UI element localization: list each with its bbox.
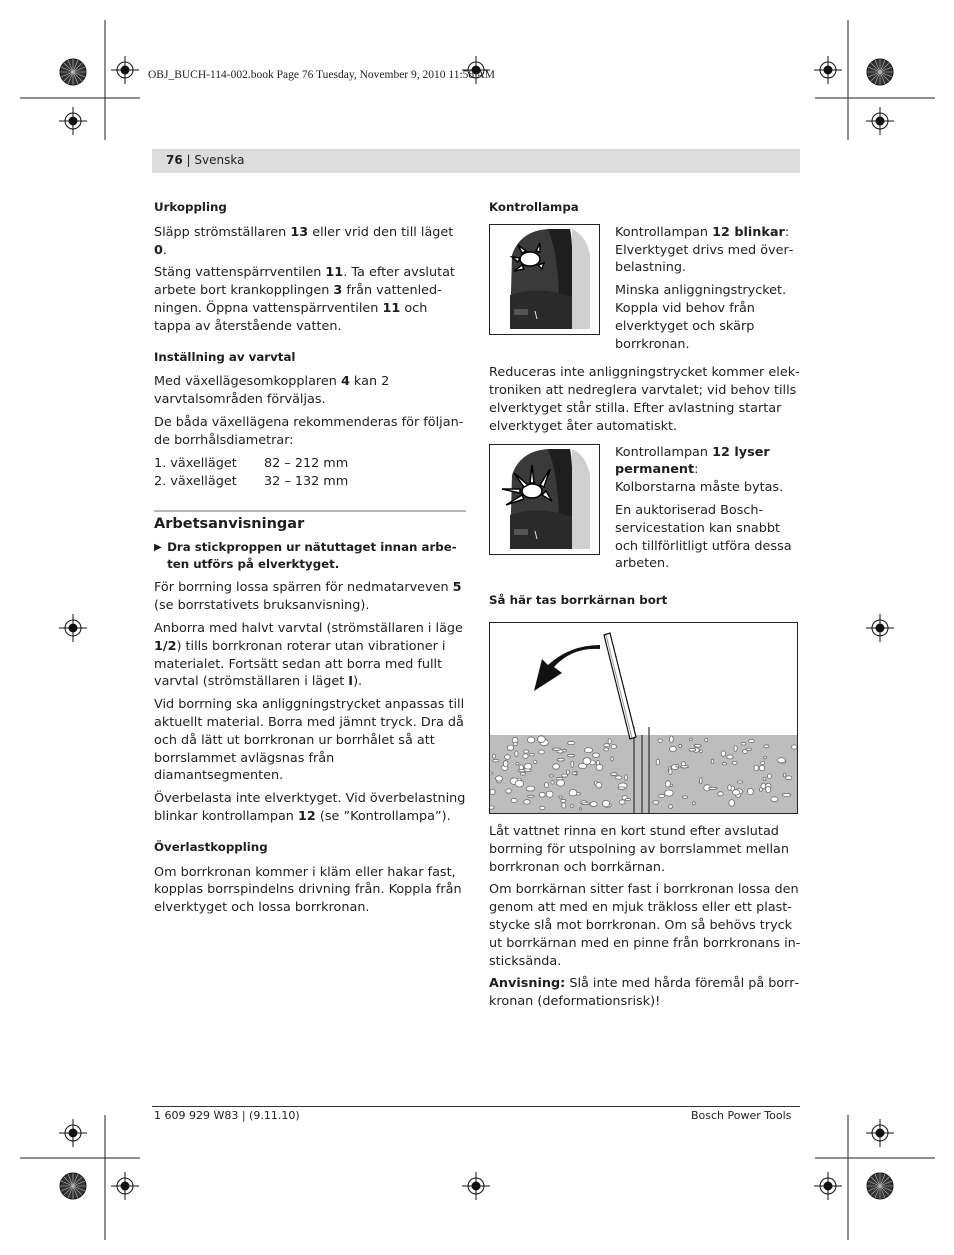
concrete-pebble <box>728 785 732 790</box>
concrete-pebble <box>583 758 591 765</box>
concrete-pebble <box>520 772 525 775</box>
concrete-pebble <box>524 750 529 753</box>
concrete-pebble <box>528 737 535 743</box>
concrete-pebble <box>556 777 562 780</box>
print-info-line: OBJ_BUCH-114-002.book Page 76 Tuesday, November 9, 2010 11:58 AM <box>148 69 495 81</box>
concrete-pebble <box>503 760 508 767</box>
concrete-pebble <box>763 777 766 780</box>
concrete-pebble <box>681 765 689 767</box>
concrete-pebble <box>549 775 553 777</box>
concrete-pebble <box>561 799 566 802</box>
figure-lamp-blinking <box>489 224 600 335</box>
concrete-pebble <box>679 744 682 747</box>
concrete-pebble <box>682 796 687 798</box>
footer-divider <box>152 1106 800 1107</box>
concrete-pebble <box>743 749 748 753</box>
concrete-pebble <box>557 758 564 761</box>
concrete-pebble <box>782 793 790 796</box>
concrete-pebble <box>568 754 575 757</box>
paragraph-varvtal-1: Med växellägesomkopplaren 4 kan 2 varvtalsområden förväljas. <box>154 374 390 408</box>
concrete-pebble <box>626 798 631 800</box>
concrete-pebble <box>761 761 765 764</box>
paragraph-urkoppling-1: Släpp strömställaren 13 eller vrid den till läget 0. <box>154 224 454 258</box>
concrete-pebble <box>572 772 577 775</box>
concrete-pebble <box>493 759 499 761</box>
concrete-pebble <box>604 748 609 751</box>
concrete-pebble <box>718 792 724 796</box>
paragraph-varvtal-2: De båda växellägena rekommenderas för följande borrhålsdiametrar: <box>154 414 464 448</box>
heading-kontrollampa: Kontrollampa <box>489 200 579 214</box>
table-row: 1. växelläget 82 – 212 mm <box>154 455 349 471</box>
note-label: Anvisning: <box>489 976 566 992</box>
concrete-pebble <box>659 794 665 797</box>
concrete-pebble <box>546 791 553 797</box>
concrete-pebble <box>694 744 701 747</box>
concrete-pebble <box>604 744 610 747</box>
concrete-pebble <box>611 745 616 749</box>
concrete-pebble <box>764 745 769 748</box>
heading-overlastkoppling: Överlastkoppling <box>154 839 268 854</box>
concrete-pebble <box>534 760 537 764</box>
concrete-pebble <box>552 748 561 750</box>
concrete-pebble <box>737 781 743 783</box>
concrete-pebble <box>785 776 792 780</box>
concrete-pebble <box>551 781 554 784</box>
concrete-pebble <box>792 745 797 749</box>
concrete-pebble <box>670 746 677 751</box>
concrete-pebble <box>766 786 771 792</box>
concrete-pebble <box>563 749 566 752</box>
figure-lamp-permanent <box>489 444 600 555</box>
footer-doc-number: 1 609 929 W83 | (9.11.10) <box>154 1109 300 1122</box>
concrete-pebble <box>571 804 573 808</box>
concrete-pebble <box>690 738 693 741</box>
concrete-pebble <box>579 808 581 810</box>
concrete-pebble <box>559 796 562 798</box>
gear-table <box>154 455 348 491</box>
concrete-pebble <box>581 803 589 805</box>
concrete-pebble <box>539 792 545 797</box>
concrete-pebble <box>545 782 549 788</box>
concrete-pebble <box>619 800 625 804</box>
concrete-pebble <box>615 776 622 779</box>
triangle-right-icon: ▶ <box>154 542 162 554</box>
concrete-pebble <box>526 786 535 791</box>
paragraph-perm-1: Kontrollampan 12 lyser permanent: Kolborstarna måste bytas. <box>615 444 784 496</box>
concrete-pebble <box>653 800 659 804</box>
lamp-blink-text <box>615 224 801 359</box>
concrete-pebble <box>490 772 493 774</box>
page-header <box>166 153 244 167</box>
bullet-safety: ▶ Dra stickproppen ur nätuttaget innan arbeten utförs på elverktyget. <box>154 540 457 572</box>
concrete-pebble <box>568 741 575 744</box>
concrete-pebble <box>537 736 545 743</box>
concrete-pebble <box>734 745 737 751</box>
concrete-pebble <box>496 776 503 781</box>
concrete-pebble <box>602 800 609 806</box>
heading-urkoppling: Urkoppling <box>154 200 227 214</box>
concrete-pebble <box>528 795 535 797</box>
paragraph-urkoppling-2: Stäng vattenspärrventilen 11. Ta efter avslutat arbete bort krankopplingen 3 från vattenledningen. Öppna vattenspärrventilen 11 och tappa av återstående vatten. <box>154 265 455 334</box>
paragraph-blink-2: Minska anliggningstrycket. Koppla vid behov från elverktyget och skärp borrkronan. <box>615 283 787 352</box>
concrete-pebble <box>540 806 545 809</box>
concrete-pebble <box>557 780 565 787</box>
concrete-pebble <box>625 775 628 781</box>
concrete-pebble <box>721 751 726 756</box>
concrete-pebble <box>562 803 566 808</box>
concrete-pebble <box>490 806 494 809</box>
concrete-pebble <box>515 780 524 787</box>
concrete-pebble <box>523 754 528 758</box>
concrete-pebble <box>771 797 778 802</box>
concrete-pebble <box>596 782 602 788</box>
concrete-pebble <box>505 755 511 760</box>
concrete-pebble <box>670 736 674 743</box>
paragraph-anvisning: Anvisning: Slå inte med hårda föremål på borrkronan (deformationsrisk)! <box>489 976 800 1010</box>
concrete-pebble <box>732 761 737 764</box>
right-column <box>489 199 801 1016</box>
concrete-pebble <box>777 758 785 763</box>
concrete-pebble <box>665 790 674 796</box>
concrete-pebble <box>700 750 703 753</box>
concrete-pebble <box>754 765 759 771</box>
concrete-pebble <box>761 783 766 789</box>
concrete-pebble <box>592 753 599 757</box>
concrete-pebble <box>711 759 714 763</box>
concrete-pebble <box>727 755 733 759</box>
concrete-pebble <box>722 762 726 765</box>
figure-core-removal <box>489 622 798 814</box>
paragraph-karna-1: Låt vattnet rinna en kort stund efter avslutad borrning för utspolning av borrslammet mellan borrkronan och borrkärnan. <box>489 823 790 875</box>
table-row: 2. växelläget 32 – 132 mm <box>154 473 349 489</box>
concrete-pebble <box>669 769 672 775</box>
concrete-pebble <box>524 800 531 804</box>
concrete-pebble <box>656 759 659 765</box>
concrete-pebble <box>700 778 703 784</box>
concrete-pebble <box>611 773 617 776</box>
paragraph-perm-2: En auktoriserad Bosch-servicestation kan snabbt och tillförlitligt utföra dessa arbeten. <box>615 502 792 572</box>
concrete-pebble <box>566 770 569 774</box>
concrete-pebble <box>514 742 518 745</box>
concrete-pebble <box>507 745 513 750</box>
concrete-pebble <box>747 788 753 794</box>
section-divider <box>154 510 466 512</box>
concrete-pebble <box>553 764 560 770</box>
lamp-perm-text <box>615 444 801 579</box>
concrete-pebble <box>708 787 717 789</box>
lamp-perm-row <box>489 444 801 579</box>
paragraph-arbets-3: Vid borrning ska anliggningstrycket anpassas till aktuellt material. Borra med jämnt tryck. Dra då och då lätt ut borrkronan ur borrhålet så att borrslammet avlägsnas från diamantsegmenten. <box>154 697 465 784</box>
concrete-pebble <box>529 753 534 755</box>
concrete-pebble <box>516 762 519 765</box>
concrete-pebble <box>689 748 696 751</box>
paragraph-arbets-2: Anborra med halvt varvtal (strömställaren i läge 1/2) tills borrkronan roterar utan vibrationer i materialet. Fortsätt sedan att borra med fullt varvtal (strömställaren i läget I). <box>154 620 463 690</box>
concrete-pebble <box>511 798 517 802</box>
concrete-pebble <box>692 802 695 805</box>
concrete-pebble <box>783 773 786 777</box>
concrete-pebble <box>515 751 518 756</box>
paragraph-reduceras: Reduceras inte anliggningstrycket kommer elektroniken att nedreglera varvtalet; vid behov tills elverktyget står stilla. Efter avlastning startar elverktyget åter automatiskt. <box>489 365 800 434</box>
concrete-pebble <box>493 754 496 758</box>
concrete-pebble <box>590 802 597 807</box>
concrete-pebble <box>665 781 670 787</box>
concrete-pebble <box>741 742 746 745</box>
page-header-bar <box>152 149 800 173</box>
concrete-pebble <box>669 805 673 809</box>
concrete-pebble <box>539 750 545 754</box>
heading-arbetsanvisningar: Arbetsanvisningar <box>154 515 305 532</box>
concrete-pebble <box>729 800 735 807</box>
paragraph-karna-2: Om borrkärnan sitter fast i borrkronan lossa den genom att med en mjuk träkloss eller ett plaststycke slå mot borrkronan. Om så behövs tryck ut borrkärnan med en pinne från borrkronans insticksända. <box>489 882 801 969</box>
concrete-pebble <box>705 738 708 742</box>
header-separator: | <box>182 153 195 167</box>
concrete-pebble <box>611 757 613 761</box>
concrete-pebble <box>596 764 603 770</box>
concrete-pebble <box>608 738 611 743</box>
concrete-pebble <box>506 789 511 794</box>
concrete-pebble <box>571 761 574 767</box>
paragraph-overlast-1: Om borrkronan kommer i kläm eller hakar fast, kopplas borrspindelns drivning från. Koppla från elverktyget och lossa borrkronan. <box>154 864 462 916</box>
concrete-pebble <box>562 774 568 777</box>
concrete-pebble <box>524 763 532 769</box>
concrete-pebble <box>748 739 754 742</box>
concrete-pebble <box>658 739 662 743</box>
concrete-pebble <box>759 765 765 770</box>
footer-brand: Bosch Power Tools <box>691 1109 792 1122</box>
concrete-pebble <box>618 787 625 789</box>
page-number: 76 <box>166 153 183 167</box>
concrete-pebble <box>764 756 767 759</box>
paragraph-arbets-1: För borrning lossa spärren för nedmatarveven 5 (se borrstativets bruksanvisning). <box>154 580 462 614</box>
left-column <box>154 199 466 922</box>
heading-varvtal: Inställning av varvtal <box>154 349 296 364</box>
paragraph-arbets-4: Överbelasta inte elverktyget. Vid överbelastning blinkar kontrollampan 12 (se ”Kontrollampa”). <box>154 791 466 824</box>
paragraph-blink-1: Kontrollampan 12 blinkar: Elverktyget drivs med överbelastning. <box>615 224 794 276</box>
concrete-pebble <box>490 789 495 795</box>
concrete-pebble <box>518 769 525 771</box>
concrete-pebble <box>569 789 577 796</box>
concrete-pebble <box>676 765 679 768</box>
header-language: Svenska <box>194 153 245 167</box>
concrete-pebble <box>584 748 592 753</box>
heading-borrkarna: Så här tas borrkärnan bort <box>489 593 668 608</box>
lamp-blink-row <box>489 224 801 359</box>
concrete-pebble <box>732 790 739 795</box>
concrete-pebble <box>767 774 771 778</box>
